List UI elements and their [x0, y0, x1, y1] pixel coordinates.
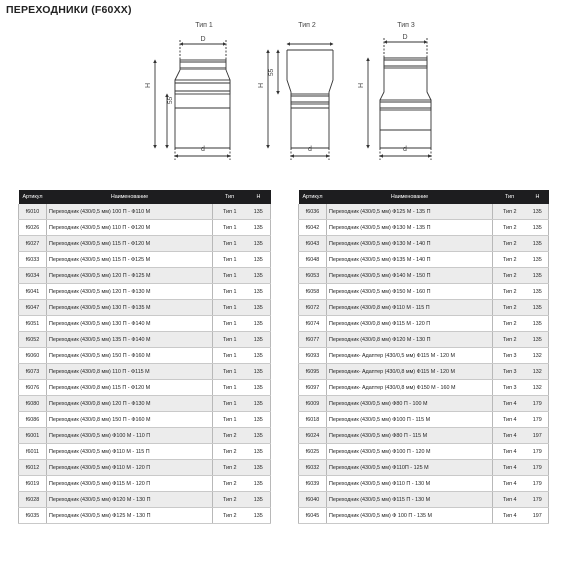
- cell-h: 135: [247, 236, 271, 252]
- cell-name: Переходник (430/0,5 мм) Ф150 М - 160 П: [327, 284, 493, 300]
- cell-name: Переходник (430/0,5 мм) Ф100 М - 110 П: [47, 428, 213, 444]
- svg-text:55: 55: [268, 68, 275, 76]
- cell-h: 132: [527, 380, 549, 396]
- cell-h: 135: [247, 412, 271, 428]
- cell-h: 135: [527, 268, 549, 284]
- cell-article: f6048: [299, 252, 327, 268]
- cell-type: Тип 4: [493, 508, 527, 524]
- table-row: [299, 428, 549, 444]
- table-row: [19, 268, 271, 284]
- cell-name: Переходник (430/0,5 мм) Ф100 П - 120 М: [327, 444, 493, 460]
- cell-h: 135: [247, 380, 271, 396]
- cell-type: Тип 4: [493, 396, 527, 412]
- cell-name: Переходник (430/0,5 мм) Ф110П - 125 М: [327, 460, 493, 476]
- cell-article: f6024: [299, 428, 327, 444]
- svg-text:d: d: [201, 146, 205, 153]
- cell-name: Переходник (430/0,5 мм) 115 П - Ф125 М: [47, 252, 213, 268]
- cell-h: 135: [247, 460, 271, 476]
- cell-h: 135: [247, 444, 271, 460]
- adapter-table-left: [18, 190, 271, 524]
- table-row: [19, 460, 271, 476]
- svg-text:d: d: [308, 146, 312, 153]
- cell-name: Переходник (430/0,5 мм) Ф130 М - 135 П: [327, 220, 493, 236]
- svg-text:H: H: [258, 82, 265, 88]
- cell-h: 135: [527, 236, 549, 252]
- cell-h: 135: [527, 284, 549, 300]
- cell-article: f6032: [299, 460, 327, 476]
- cell-type: Тип 4: [493, 444, 527, 460]
- svg-text:55: 55: [167, 96, 174, 104]
- svg-text:D: D: [402, 34, 408, 41]
- cell-h: 132: [527, 364, 549, 380]
- cell-type: Тип 1: [213, 348, 247, 364]
- cell-type: Тип 1: [213, 364, 247, 380]
- table-row: [299, 348, 549, 364]
- table-row: [19, 204, 271, 220]
- cell-h: 135: [527, 204, 549, 220]
- header-type: Тип: [493, 190, 527, 204]
- cell-name: Переходник (430/0,5 мм) Ф125 М - 130 П: [47, 508, 213, 524]
- cell-h: 135: [247, 284, 271, 300]
- cell-type: Тип 2: [493, 220, 527, 236]
- header-name: Наименование: [327, 190, 493, 204]
- cell-name: Переходник (430/0,8 мм) 150 П - Ф160 М: [47, 412, 213, 428]
- svg-text:H: H: [358, 82, 365, 88]
- table-row: [299, 460, 549, 476]
- cell-name: Переходник (430/0,5 мм) Ф110 М - 120 П: [47, 460, 213, 476]
- cell-article: f6019: [19, 476, 47, 492]
- cell-h: 135: [247, 316, 271, 332]
- cell-article: f6028: [19, 492, 47, 508]
- cell-type: Тип 2: [213, 492, 247, 508]
- cell-type: Тип 2: [493, 252, 527, 268]
- cell-type: Тип 2: [493, 300, 527, 316]
- table-row: [299, 364, 549, 380]
- type-3-label: Тип 3: [397, 22, 415, 29]
- cell-article: f6039: [299, 476, 327, 492]
- cell-article: f6011: [19, 444, 47, 460]
- cell-type: Тип 1: [213, 380, 247, 396]
- cell-h: 135: [247, 252, 271, 268]
- cell-type: Тип 1: [213, 268, 247, 284]
- cell-type: Тип 2: [493, 268, 527, 284]
- table-header-row: [299, 190, 549, 204]
- diagram-type-3: [358, 22, 431, 160]
- cell-type: Тип 4: [493, 412, 527, 428]
- cell-type: Тип 1: [213, 284, 247, 300]
- cell-article: f6097: [299, 380, 327, 396]
- table-row: [19, 316, 271, 332]
- table-body-left: [19, 204, 271, 524]
- cell-type: Тип 2: [493, 332, 527, 348]
- table-row: [299, 236, 549, 252]
- cell-name: Переходник (430/0,5 мм) 115 П - Ф120 М: [47, 236, 213, 252]
- cell-type: Тип 1: [213, 236, 247, 252]
- cell-article: f6086: [19, 412, 47, 428]
- cell-article: f6073: [19, 364, 47, 380]
- cell-h: 179: [527, 476, 549, 492]
- type-2-label: Тип 2: [298, 22, 316, 29]
- cell-article: f6095: [299, 364, 327, 380]
- cell-article: f6043: [299, 236, 327, 252]
- cell-article: f6058: [299, 284, 327, 300]
- cell-h: 135: [247, 220, 271, 236]
- cell-name: Переходник (430/0,5 мм) 100 П - Ф110 М: [47, 204, 213, 220]
- cell-h: 179: [527, 396, 549, 412]
- cell-name: Переходник (430/0,8 мм) 110 П - Ф115 М: [47, 364, 213, 380]
- table-row: [299, 476, 549, 492]
- table-row: [299, 300, 549, 316]
- diagram-type-1: [145, 22, 230, 160]
- cell-article: f6076: [19, 380, 47, 396]
- page-title: ПЕРЕХОДНИКИ (F60XX): [6, 4, 132, 16]
- cell-h: 179: [527, 460, 549, 476]
- cell-article: f6072: [299, 300, 327, 316]
- cell-name: Переходник (430/0,5 мм) 110 П - Ф120 М: [47, 220, 213, 236]
- cell-name: Переходник (430/0,5 мм) Ф135 М - 140 П: [327, 252, 493, 268]
- cell-name: Переходник (430/0,5 мм) Ф140 М - 150 П: [327, 268, 493, 284]
- cell-type: Тип 4: [493, 428, 527, 444]
- cell-article: f6077: [299, 332, 327, 348]
- cell-h: 135: [247, 492, 271, 508]
- cell-name: Переходник- Адаптер (430/0,8 мм) Ф150 М - 160 М: [327, 380, 493, 396]
- cell-name: Переходник (430/0,8 мм) 120 П - Ф130 М: [47, 396, 213, 412]
- cell-h: 135: [247, 428, 271, 444]
- cell-article: f6051: [19, 316, 47, 332]
- type-1-label: Тип 1: [195, 22, 213, 29]
- cell-type: Тип 1: [213, 220, 247, 236]
- table-body-right: [299, 204, 549, 524]
- cell-type: Тип 1: [213, 396, 247, 412]
- cell-article: f6025: [299, 444, 327, 460]
- cell-h: 197: [527, 508, 549, 524]
- cell-h: 179: [527, 492, 549, 508]
- cell-name: Переходник (430/0,5 мм) Ф80 П - 115 М: [327, 428, 493, 444]
- cell-article: f6034: [19, 268, 47, 284]
- cell-h: 135: [247, 348, 271, 364]
- table-row: [299, 380, 549, 396]
- cell-type: Тип 1: [213, 204, 247, 220]
- cell-name: Переходник (430/0,5 мм) Ф125 М - 135 П: [327, 204, 493, 220]
- diagram-type-2: [258, 22, 333, 160]
- cell-name: Переходник (430/0,5 мм) Ф120 М - 130 П: [47, 492, 213, 508]
- cell-article: f6045: [299, 508, 327, 524]
- table-row: [19, 428, 271, 444]
- cell-type: Тип 2: [493, 236, 527, 252]
- header-article: Артикул: [19, 190, 47, 204]
- svg-text:H: H: [145, 82, 152, 88]
- cell-type: Тип 2: [493, 316, 527, 332]
- table-row: [299, 444, 549, 460]
- cell-h: 135: [527, 300, 549, 316]
- header-h: H: [527, 190, 549, 204]
- header-name: Наименование: [47, 190, 213, 204]
- cell-h: 197: [527, 428, 549, 444]
- table-row: [299, 396, 549, 412]
- cell-article: f6053: [299, 268, 327, 284]
- table-row: [19, 284, 271, 300]
- cell-h: 135: [247, 396, 271, 412]
- cell-name: Переходник (430/0,5 мм) Ф100 П - 115 М: [327, 412, 493, 428]
- cell-name: Переходник (430/0,8 мм) 115 П - Ф120 М: [47, 380, 213, 396]
- cell-type: Тип 3: [493, 380, 527, 396]
- cell-name: Переходник (430/0,8 мм) Ф110 М - 115 П: [327, 300, 493, 316]
- cell-name: Переходник (430/0,5 мм) 135 П - Ф140 М: [47, 332, 213, 348]
- cell-h: 135: [247, 332, 271, 348]
- cell-name: Переходник (430/0,5 мм) Ф110 П - 130 М: [327, 476, 493, 492]
- table-row: [299, 412, 549, 428]
- header-h: H: [247, 190, 271, 204]
- cell-type: Тип 1: [213, 316, 247, 332]
- cell-article: f6010: [19, 204, 47, 220]
- cell-h: 135: [527, 316, 549, 332]
- cell-type: Тип 4: [493, 476, 527, 492]
- cell-h: 135: [247, 268, 271, 284]
- table-row: [19, 412, 271, 428]
- table-row: [299, 332, 549, 348]
- cell-type: Тип 2: [213, 460, 247, 476]
- cell-article: f6027: [19, 236, 47, 252]
- cell-type: Тип 2: [213, 444, 247, 460]
- cell-h: 135: [247, 364, 271, 380]
- cell-h: 132: [527, 348, 549, 364]
- table-row: [19, 332, 271, 348]
- cell-name: Переходник (430/0,5 мм) 150 П - Ф160 М: [47, 348, 213, 364]
- cell-name: Переходник- Адаптер (430/0,5 мм) Ф115 М - 120 М: [327, 348, 493, 364]
- cell-name: Переходник (430/0,8 мм) Ф115 М - 120 П: [327, 316, 493, 332]
- cell-article: f6036: [299, 204, 327, 220]
- table-row: [19, 492, 271, 508]
- cell-h: 135: [527, 252, 549, 268]
- cell-h: 179: [527, 412, 549, 428]
- adapter-type-diagrams: [0, 0, 570, 180]
- svg-text:d: d: [403, 146, 407, 153]
- table-row: [299, 508, 549, 524]
- adapter-table-right: [298, 190, 549, 524]
- cell-article: f6041: [19, 284, 47, 300]
- cell-type: Тип 1: [213, 332, 247, 348]
- cell-name: Переходник (430/0,5 мм) 120 П - Ф125 М: [47, 268, 213, 284]
- cell-article: f6018: [299, 412, 327, 428]
- cell-name: Переходник (430/0,8 мм) Ф120 М - 130 П: [327, 332, 493, 348]
- cell-name: Переходник (430/0,5 мм) Ф115 М - 120 П: [47, 476, 213, 492]
- cell-type: Тип 2: [213, 428, 247, 444]
- cell-type: Тип 3: [493, 364, 527, 380]
- cell-article: f6035: [19, 508, 47, 524]
- cell-article: f6074: [299, 316, 327, 332]
- table-row: [19, 236, 271, 252]
- cell-h: 179: [527, 444, 549, 460]
- cell-article: f6012: [19, 460, 47, 476]
- cell-article: f6052: [19, 332, 47, 348]
- table-row: [19, 252, 271, 268]
- table-row: [299, 252, 549, 268]
- cell-type: Тип 1: [213, 300, 247, 316]
- table-row: [19, 380, 271, 396]
- cell-article: f6042: [299, 220, 327, 236]
- cell-h: 135: [247, 300, 271, 316]
- table-row: [299, 268, 549, 284]
- header-type: Тип: [213, 190, 247, 204]
- cell-article: f6093: [299, 348, 327, 364]
- cell-h: 135: [247, 476, 271, 492]
- table-row: [19, 396, 271, 412]
- cell-type: Тип 2: [493, 284, 527, 300]
- cell-type: Тип 2: [213, 508, 247, 524]
- table-row: [299, 204, 549, 220]
- table-row: [299, 284, 549, 300]
- table-row: [299, 492, 549, 508]
- table-row: [19, 300, 271, 316]
- cell-article: f6080: [19, 396, 47, 412]
- cell-name: Переходник (430/0,5 мм) Ф130 М - 140 П: [327, 236, 493, 252]
- table-header-row: [19, 190, 271, 204]
- cell-name: Переходник (430/0,5 мм) 130 П - Ф140 М: [47, 316, 213, 332]
- table-row: [19, 444, 271, 460]
- cell-h: 135: [527, 220, 549, 236]
- cell-h: 135: [247, 508, 271, 524]
- cell-article: f6047: [19, 300, 47, 316]
- cell-type: Тип 4: [493, 492, 527, 508]
- cell-name: Переходник- Адаптер (430/0,8 мм) Ф115 М - 120 М: [327, 364, 493, 380]
- header-article: Артикул: [299, 190, 327, 204]
- cell-article: f6001: [19, 428, 47, 444]
- cell-type: Тип 2: [493, 204, 527, 220]
- cell-h: 135: [247, 204, 271, 220]
- table-row: [19, 476, 271, 492]
- cell-type: Тип 3: [493, 348, 527, 364]
- cell-type: Тип 1: [213, 252, 247, 268]
- cell-type: Тип 2: [213, 476, 247, 492]
- cell-article: f6060: [19, 348, 47, 364]
- cell-article: f6040: [299, 492, 327, 508]
- table-row: [19, 364, 271, 380]
- cell-article: f6026: [19, 220, 47, 236]
- svg-text:D: D: [200, 36, 206, 43]
- cell-h: 135: [527, 332, 549, 348]
- cell-name: Переходник (430/0,5 мм) Ф 100 П - 135 М: [327, 508, 493, 524]
- cell-article: f6033: [19, 252, 47, 268]
- cell-article: f6009: [299, 396, 327, 412]
- table-row: [19, 508, 271, 524]
- cell-name: Переходник (430/0,5 мм) Ф80 П - 100 М: [327, 396, 493, 412]
- cell-name: Переходник (430/0,5 мм) Ф115 П - 130 М: [327, 492, 493, 508]
- table-row: [299, 316, 549, 332]
- table-row: [299, 220, 549, 236]
- table-row: [19, 348, 271, 364]
- cell-name: Переходник (430/0,5 мм) 120 П - Ф130 М: [47, 284, 213, 300]
- cell-name: Переходник (430/0,5 мм) 130 П - Ф135 М: [47, 300, 213, 316]
- cell-type: Тип 1: [213, 412, 247, 428]
- cell-name: Переходник (430/0,5 мм) Ф110 М - 115 П: [47, 444, 213, 460]
- cell-type: Тип 4: [493, 460, 527, 476]
- table-row: [19, 220, 271, 236]
